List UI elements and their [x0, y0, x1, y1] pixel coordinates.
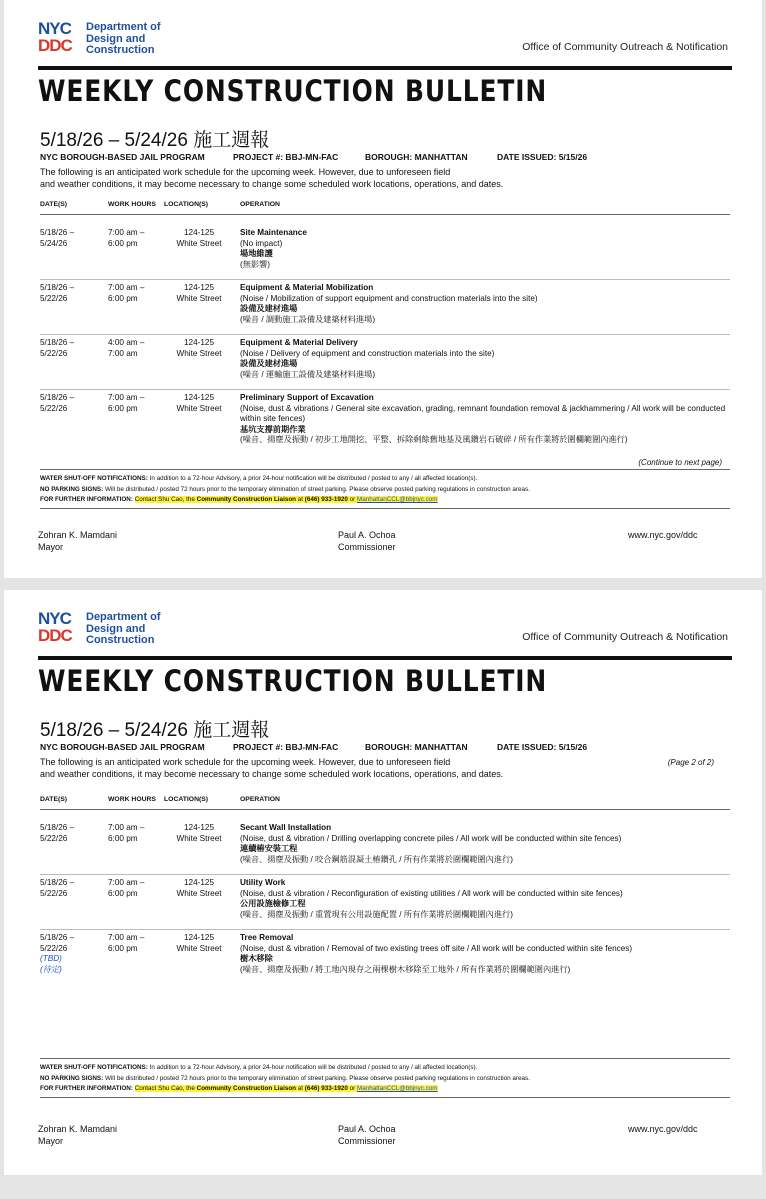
operation-desc: (Noise / Mobilization of support equipment and construction materials into the site): [240, 293, 538, 303]
commissioner-name: Paul A. Ochoa: [338, 1124, 396, 1134]
operation-title: Utility Work: [240, 878, 286, 887]
tbd-label-zh: (待定): [40, 964, 62, 974]
hours-start: 7:00 am –: [108, 823, 145, 832]
intro-text: [40, 756, 540, 780]
date-end: 5/22/26: [40, 833, 68, 843]
operation-desc-zh: (噪音、揚塵及振動 / 初步工地開挖、平整、拆除剩餘舊地基及風鑽岩石破碎 / 所有作業將於圍欄範圍內進行): [240, 435, 628, 444]
row-divider: [40, 389, 730, 390]
operation-title: Tree Removal: [240, 933, 294, 942]
date-start: 5/18/26 –: [40, 933, 75, 942]
website-link[interactable]: www.nyc.gov/ddc: [628, 1124, 698, 1134]
date-issued: DATE ISSUED: 5/15/26: [497, 742, 588, 752]
row-hours: [108, 933, 158, 954]
row-operation: [240, 283, 730, 325]
parking-notice: [40, 485, 730, 496]
header-divider: [40, 809, 730, 810]
operation-title: Equipment & Material Delivery: [240, 338, 358, 347]
date-start: 5/18/26 –: [40, 823, 75, 832]
row-operation: [240, 338, 730, 380]
info-label: FOR FURTHER INFORMATION:: [40, 496, 133, 503]
operation-title-zh: 公用設施檢修工程: [240, 899, 306, 908]
location-number: 124-125: [183, 283, 215, 292]
water-text: In addition to a 72-hour Advisory, a prior 24-hour notification will be distributed / posted to any / all affected location(s).: [147, 1064, 478, 1071]
parking-label: NO PARKING SIGNS:: [40, 1074, 104, 1082]
commissioner-signature: [338, 529, 396, 553]
intro-line-2: and weather conditions, it may become necessary to change some scheduled work locations, operations, and dates.: [40, 769, 504, 779]
website-link[interactable]: www.nyc.gov/ddc: [628, 530, 698, 540]
row-dates: [40, 283, 100, 304]
program-name: NYC BOROUGH-BASED JAIL PROGRAM: [40, 152, 205, 162]
parking-text: Will be distributed / posted 72 hours prior to the temporary elimination of street parking. Please observe posted parking regulations in construction areas.: [103, 1074, 530, 1082]
location-street: White Street: [176, 348, 222, 358]
parking-text: Will be distributed / posted 72 hours prior to the temporary elimination of street parking. Please observe posted parking regulations in construction areas.: [103, 485, 530, 493]
info-at: at: [296, 1085, 305, 1092]
row-hours: [108, 878, 158, 899]
borough: BOROUGH: MANHATTAN: [365, 742, 468, 752]
info-or: or: [347, 1085, 357, 1092]
water-text: In addition to a 72-hour Advisory, a prior 24-hour notification will be distributed / posted to any / all affected location(s).: [147, 475, 478, 482]
project-number: PROJECT #: BBJ-MN-FAC: [233, 742, 339, 752]
operation-title: Site Maintenance: [240, 228, 307, 237]
row-operation: [240, 823, 730, 865]
mayor-title: Mayor: [38, 542, 64, 552]
date-end: 5/22/26: [40, 403, 68, 413]
operation-desc-zh: (噪音 / 運輸施工設備及建築材料進場): [240, 369, 376, 379]
contact-text: Contact Shu Cao, the: [134, 496, 197, 503]
location-street: White Street: [176, 888, 222, 898]
operation-desc: (Noise / Delivery of equipment and construction materials into the site): [240, 348, 495, 358]
operation-title-zh: 基坑支撐前期作業: [240, 424, 306, 434]
date-start: 5/18/26 –: [40, 228, 75, 237]
location-street: White Street: [176, 833, 222, 843]
commissioner-title: Commissioner: [338, 1136, 396, 1146]
location-street: White Street: [176, 293, 222, 303]
info-or: or: [347, 496, 357, 503]
row-location: [164, 878, 234, 899]
col-hours: WORK HOURS: [108, 201, 156, 208]
logo-line-1: Department of: [86, 21, 161, 33]
row-dates: [40, 393, 100, 414]
row-operation: [240, 933, 730, 975]
water-label: WATER SHUT-OFF NOTIFICATIONS:: [40, 1064, 148, 1071]
logo-line-3: Construction: [86, 44, 155, 56]
mayor-signature: [38, 1123, 117, 1147]
water-notice: [40, 474, 730, 485]
water-label: WATER SHUT-OFF NOTIFICATIONS:: [40, 475, 148, 482]
notes-divider: [40, 1058, 730, 1059]
bulletin-page-2: [4, 590, 762, 1175]
operation-desc: (Noise, dust & vibration / Reconfiguration of existing utilities / All work will be conducted within site fences): [240, 888, 623, 898]
commissioner-signature: [338, 1123, 396, 1147]
office-name: Office of Community Outreach & Notification: [522, 631, 728, 643]
row-dates: [40, 823, 100, 844]
logo-text: [86, 612, 161, 647]
intro-line-2: and weather conditions, it may become necessary to change some scheduled work locations, operations, and dates.: [40, 179, 504, 189]
location-number: 124-125: [183, 393, 215, 402]
col-operation: OPERATION: [240, 796, 280, 803]
mayor-title: Mayor: [38, 1136, 64, 1146]
date-range: 5/18/26 – 5/24/26 施工週報: [40, 130, 270, 151]
contact-email-link[interactable]: ManhattanCCL@bbjnyc.com: [356, 1085, 438, 1092]
row-hours: [108, 823, 158, 844]
mayor-name: Zohran K. Mamdani: [38, 530, 118, 540]
hours-end: 6:00 pm: [108, 888, 138, 898]
row-hours: [108, 228, 158, 249]
notifications: [40, 474, 730, 506]
logo-ddc: DDC: [38, 36, 72, 55]
continue-note: (Continue to next page): [638, 458, 722, 467]
header-divider: [40, 214, 730, 215]
row-dates: [40, 933, 100, 975]
contact-email-link[interactable]: ManhattanCCL@bbjnyc.com: [356, 496, 438, 503]
borough: BOROUGH: MANHATTAN: [365, 152, 468, 162]
date-start: 5/18/26 –: [40, 283, 75, 292]
date-range: 5/18/26 – 5/24/26 施工週報: [40, 720, 270, 741]
location-number: 124-125: [183, 823, 215, 832]
row-operation: [240, 228, 730, 270]
operation-title: Equipment & Material Mobilization: [240, 283, 374, 292]
row-divider: [40, 929, 730, 930]
program-name: NYC BOROUGH-BASED JAIL PROGRAM: [40, 742, 205, 752]
date-start: 5/18/26 –: [40, 338, 75, 347]
row-location: [164, 823, 234, 844]
bulletin-title: WEEKLY CONSTRUCTION BULLETIN: [38, 74, 548, 108]
location-number: 124-125: [183, 338, 215, 347]
contact-phone: (646) 933-1920: [304, 496, 348, 503]
row-operation: [240, 393, 730, 446]
date-start: 5/18/26 –: [40, 393, 75, 402]
date-end: 5/24/26: [40, 238, 68, 248]
hours-start: 7:00 am –: [108, 228, 145, 237]
hours-end: 6:00 pm: [108, 943, 138, 953]
operation-title-zh: 設備及建材進場: [240, 304, 298, 313]
hours-end: 6:00 pm: [108, 833, 138, 843]
water-notice: [40, 1063, 730, 1074]
operation-title: Preliminary Support of Excavation: [240, 393, 374, 402]
page-number: (Page 2 of 2): [667, 758, 714, 767]
contact-text: Contact Shu Cao, the: [134, 1085, 197, 1092]
operation-desc-zh: (噪音、揚塵及振動 / 將工地內現存之兩棵樹木移除至工地外 / 所有作業將於圍欄範圍內進行): [240, 964, 571, 974]
row-location: [164, 338, 234, 359]
liaison-title: Community Construction Liaison: [196, 496, 297, 503]
row-divider: [40, 874, 730, 875]
operation-title-zh: 場地維護: [240, 249, 273, 258]
date-end: 5/22/26: [40, 888, 68, 898]
operation-title: Secant Wall Installation: [240, 823, 332, 832]
col-hours: WORK HOURS: [108, 796, 156, 803]
location-number: 124-125: [183, 878, 215, 887]
date-start: 5/18/26 –: [40, 878, 75, 887]
row-location: [164, 283, 234, 304]
operation-desc-zh: (噪音、揚塵及振動 / 重置現有公用設施配置 / 所有作業將於圍欄範圍內進行): [240, 909, 513, 919]
liaison-title: Community Construction Liaison: [196, 1085, 297, 1092]
info-notice: [40, 1084, 730, 1095]
date-end: 5/22/26: [40, 943, 68, 953]
notifications: [40, 1063, 730, 1095]
bulletin-title: WEEKLY CONSTRUCTION BULLETIN: [38, 664, 548, 698]
operation-desc: (Noise, dust & vibrations / General site excavation, grading, remnant foundation removal & jackhammering / All work will be conducted within site fences): [240, 403, 726, 423]
row-hours: [108, 283, 158, 304]
hours-end: 6:00 pm: [108, 293, 138, 303]
parking-notice: [40, 1074, 730, 1085]
operation-desc: (Noise, dust & vibration / Drilling overlapping concrete piles / All work will be conducted within site fences): [240, 833, 622, 843]
location-number: 124-125: [183, 933, 215, 942]
date-end: 5/22/26: [40, 348, 68, 358]
intro-line-1: The following is an anticipated work schedule for the upcoming week. However, due to unforeseen field: [40, 167, 451, 177]
col-dates: DATE(S): [40, 796, 68, 803]
hours-end: 7:00 am: [108, 348, 138, 358]
row-divider: [40, 279, 730, 280]
date-issued: DATE ISSUED: 5/15/26: [497, 152, 588, 162]
office-name: Office of Community Outreach & Notification: [522, 41, 728, 53]
operation-desc-zh: (無影響): [240, 259, 271, 269]
nyc-ddc-logo-mark: [38, 610, 82, 646]
tbd-label: (TBD): [40, 954, 62, 963]
mayor-name: Zohran K. Mamdani: [38, 1124, 118, 1134]
col-location: LOCATION(S): [164, 201, 209, 208]
ddc-logo: [38, 20, 168, 56]
commissioner-title: Commissioner: [338, 542, 396, 552]
date-end: 5/22/26: [40, 293, 68, 303]
info-at: at: [296, 496, 305, 503]
parking-label: NO PARKING SIGNS:: [40, 485, 104, 493]
hours-start: 7:00 am –: [108, 933, 145, 942]
operation-title-zh: 連續樁安裝工程: [240, 844, 298, 853]
contact-highlight: [135, 496, 438, 503]
row-location: [164, 933, 234, 954]
logo-text: [86, 22, 161, 57]
commissioner-name: Paul A. Ochoa: [338, 530, 396, 540]
row-divider: [40, 334, 730, 335]
operation-desc-zh: (噪音 / 調動施工設備及建築材料進場): [240, 314, 376, 324]
operation-title-zh: 樹木移除: [240, 954, 273, 963]
hours-end: 6:00 pm: [108, 403, 138, 413]
operation-desc: (No impact): [240, 238, 283, 248]
notes-bottom-divider: [40, 508, 730, 509]
intro-line-1: The following is an anticipated work schedule for the upcoming week. However, due to unforeseen field: [40, 757, 451, 767]
row-hours: [108, 338, 158, 359]
row-dates: [40, 878, 100, 899]
location-street: White Street: [176, 403, 222, 413]
ddc-logo: [38, 610, 168, 646]
logo-line-2: Design and: [86, 622, 146, 635]
header-rule: [38, 66, 732, 70]
operation-desc-zh: (噪音、揚塵及振動 / 咬合鋼筋混凝土樁鑽孔 / 所有作業將於圍欄範圍內進行): [240, 854, 513, 864]
hours-end: 6:00 pm: [108, 238, 138, 248]
logo-ddc: DDC: [38, 626, 72, 645]
hours-start: 7:00 am –: [108, 283, 145, 292]
row-dates: [40, 228, 100, 249]
header-rule: [38, 656, 732, 660]
logo-nyc: NYC: [38, 19, 71, 38]
notes-divider: [40, 469, 730, 470]
location-number: 124-125: [183, 228, 215, 237]
logo-line-1: Department of: [86, 611, 161, 623]
hours-start: 4:00 am –: [108, 338, 145, 347]
row-hours: [108, 393, 158, 414]
operation-title-zh: 設備及建材進場: [240, 359, 298, 368]
col-location: LOCATION(S): [164, 796, 209, 803]
col-dates: DATE(S): [40, 201, 68, 208]
row-location: [164, 228, 234, 249]
nyc-ddc-logo-mark: [38, 20, 82, 56]
row-location: [164, 393, 234, 414]
contact-phone: (646) 933-1920: [304, 1085, 348, 1092]
location-street: White Street: [176, 943, 222, 953]
notes-bottom-divider: [40, 1097, 730, 1098]
intro-text: [40, 166, 540, 190]
mayor-signature: [38, 529, 117, 553]
operation-desc: (Noise, dust & vibration / Removal of two existing trees off site / All work will be conducted within site fences): [240, 943, 633, 953]
row-dates: [40, 338, 100, 359]
row-operation: [240, 878, 730, 920]
logo-line-2: Design and: [86, 32, 146, 45]
logo-nyc: NYC: [38, 609, 71, 628]
hours-start: 7:00 am –: [108, 878, 145, 887]
project-number: PROJECT #: BBJ-MN-FAC: [233, 152, 339, 162]
col-operation: OPERATION: [240, 201, 280, 208]
info-label: FOR FURTHER INFORMATION:: [40, 1085, 133, 1092]
logo-line-3: Construction: [86, 634, 155, 646]
contact-highlight: [135, 1085, 438, 1092]
info-notice: [40, 495, 730, 506]
hours-start: 7:00 am –: [108, 393, 145, 402]
bulletin-page-1: [4, 0, 762, 578]
location-street: White Street: [176, 238, 222, 248]
